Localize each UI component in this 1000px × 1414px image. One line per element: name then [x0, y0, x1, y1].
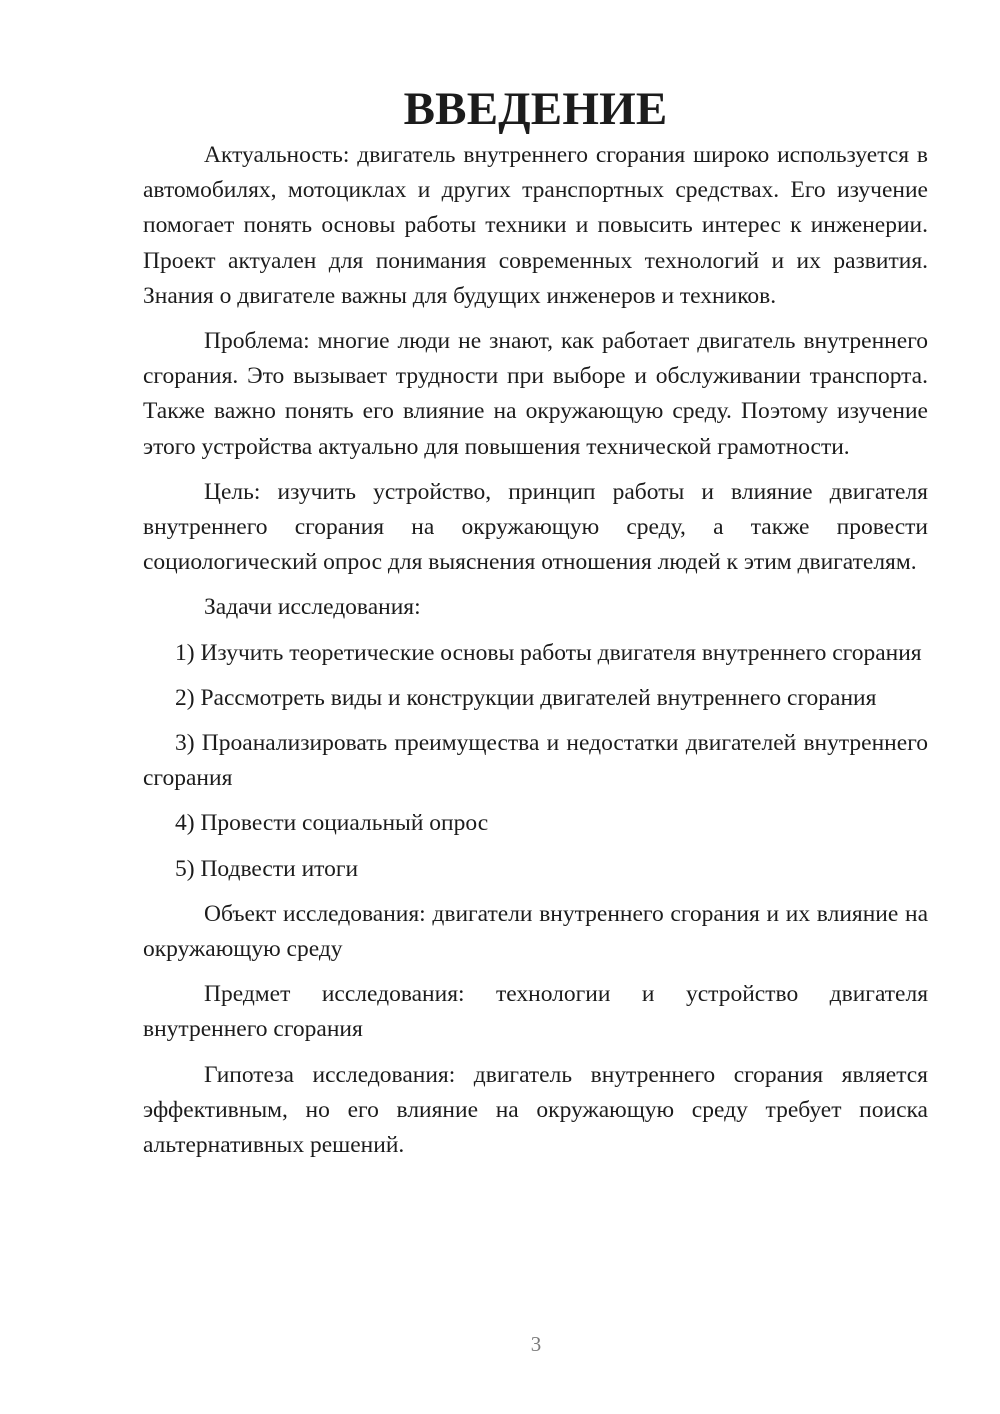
task-item: 3) Проанализировать преимущества и недостатки двигателей внутреннего сгорания [143, 730, 928, 792]
relevance-paragraph: Актуальность: двигатель внутреннего сгорания широко используется в автомобилях, мотоциклах и других транспортных средствах. Его изучение помогает понять основы работы техники и повысить интерес к инженерии. Проект актуален для понимания современных технологий и их развития. Знания о двигателе важны для будущих инженеров и техников. [143, 142, 928, 309]
problem-paragraph: Проблема: многие люди не знают, как работает двигатель внутреннего сгорания. Это вызывает трудности при выборе и обслуживании транспорта. Также важно понять его влияние на окружающую среду. Поэтому изучение этого устройства актуально для повышения технической грамотности. [143, 328, 928, 460]
tasks-heading: Задачи исследования: [204, 594, 421, 621]
page-title: ВВЕДЕНИЕ [403, 83, 668, 135]
page-number: 3 [530, 1332, 542, 1356]
document-body [143, 83, 928, 1173]
task-item: 5) Подвести итоги [175, 855, 359, 882]
goal-paragraph: Цель: изучить устройство, принцип работы и влияние двигателя внутреннего сгорания на окружающую среду, а также провести социологический опрос для выяснения отношения людей к этим двигателям. [143, 478, 928, 576]
subject-paragraph: Предмет исследования: технологии и устройство двигателя внутреннего сгорания [143, 981, 928, 1043]
object-paragraph: Объект исследования: двигатели внутреннего сгорания и их влияние на окружающую среду [143, 900, 928, 963]
hypothesis-paragraph: Гипотеза исследования: двигатель внутреннего сгорания является эффективным, но его влияние на окружающую среду требует поиска альтернативных решений. [143, 1061, 928, 1159]
task-item: 1) Изучить теоретические основы работы двигателя внутреннего сгорания [175, 639, 922, 666]
task-item: 4) Провести социальный опрос [175, 810, 489, 837]
task-item: 2) Рассмотреть виды и конструкции двигателей внутреннего сгорания [175, 684, 877, 711]
